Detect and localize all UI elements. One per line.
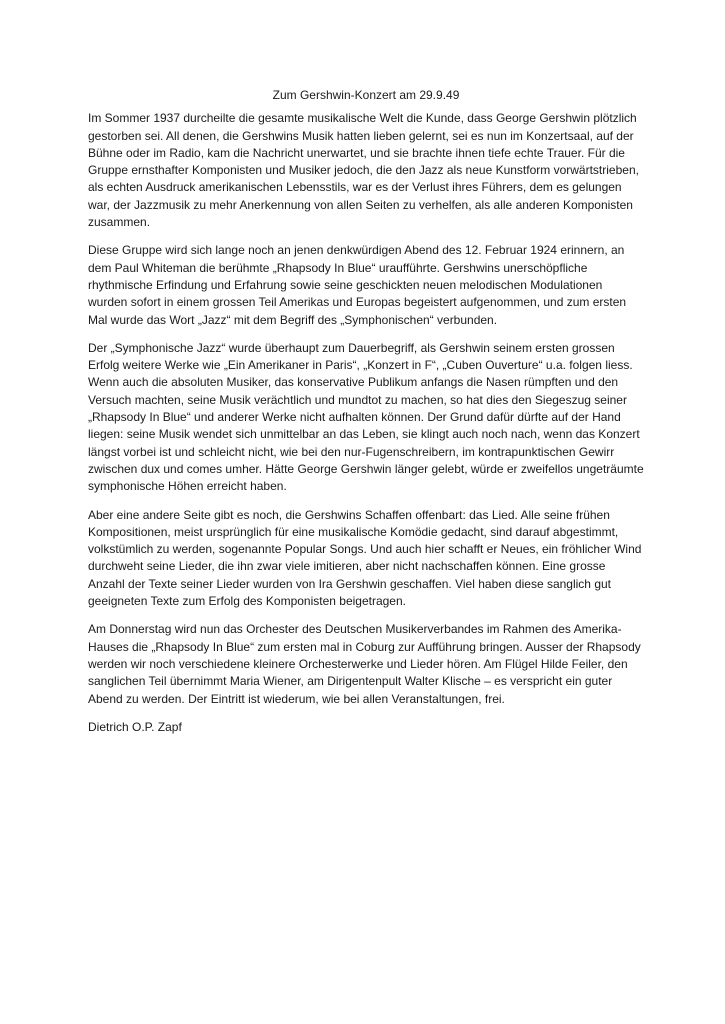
document-title: Zum Gershwin-Konzert am 29.9.49	[272, 88, 460, 102]
paragraph-4: Aber eine andere Seite gibt es noch, die Gershwins Schaffen offenbart: das Lied. Alle seine frühen Kompositionen, meist ursprünglich für eine musikalische Komödie gedacht, sind darauf abgestimmt, volkstümlich zu werden, sogenannte Popular Songs. Und auch hier schafft er Neues, ein fröhlicher Wind durchweht seine Lieder, die ihn zwar viele imitieren, aber nicht nachschaffen können. Eine grosse Anzahl der Texte seiner Lieder wurden von Ira Gershwin geschaffen. Viel haben diese sanglich gut geeigneten Texte zum Erfolg des Komponisten beigetragen.	[88, 507, 642, 609]
paragraph-2: Diese Gruppe wird sich lange noch an jenen denkwürdigen Abend des 12. Februar 1924 erinnern, an dem Paul Whiteman die berühmte „Rhapsody In Blue“ uraufführte. Gershwins unerschöpfliche rhythmische Erfindung und Erfahrung sowie seine geschickten neuen melodischen Modulationen wurden sofort in einem grossen Teil Amerikas und Europas begeistert aufgenommen, und zum ersten Mal wurde das Wort „Jazz“ mit dem Begriff des „Symphonischen“ verbunden.	[88, 243, 627, 327]
author-signature: Dietrich O.P. Zapf	[88, 719, 182, 734]
paragraph-5: Am Donnerstag wird nun das Orchester des Deutschen Musikerverbandes im Rahmen des Amerika-Hauses die „Rhapsody In Blue“ zum ersten mal in Coburg zur Aufführung bringen. Ausser der Rhapsody werden wir noch verschiedene kleinere Orchesterwerke und Lieder hören. Am Flügel Hilde Feiler, den sanglichen Teil übernimmt Maria Wiener, am Dirigentenpult Walter Klische – es verspricht ein guter Abend zu werden. Der Eintritt ist wiederum, wie bei allen Veranstaltungen, frei.	[88, 622, 641, 706]
paragraph-1: Im Sommer 1937 durcheilte die gesamte musikalische Welt die Kunde, dass George Gershwin plötzlich gestorben sei. All denen, die Gershwins Musik hatten lieben gelernt, sei es nun im Konzertsaal, auf der Bühne oder im Radio, kam die Nachricht unerwartet, und sie brachte ihnen tiefe echte Trauer. Für die Gruppe ernsthafter Komponisten und Musiker jedoch, die den Jazz als neue Kunstform vorwärtstrieben, als echten Ausdruck amerikanischen Lebensstils, war es der Verlust ihres Führers, dem es gelungen war, der Jazzmusik zu mehr Anerkennung von allen Seiten zu verhelfen, als alle anderen Komponisten zusammen.	[88, 111, 639, 230]
document-body	[88, 87, 644, 736]
paragraph-3: Der „Symphonische Jazz“ wurde überhaupt zum Dauerbegriff, als Gershwin seinem ersten grossen Erfolg weitere Werke wie „Ein Amerikaner in Paris“, „Konzert in F“, „Cuben Ouverture“ u.a. folgen liess. Wenn auch die absoluten Musiker, das konservative Publikum anfangs die Nasen rümpften und den Versuch machten, seine Musik verächtlich und mundtot zu machen, so hat dies den Siegeszug seiner „Rhapsody In Blue“ und anderer Werke nicht aufhalten können. Der Grund dafür dürfte auf der Hand liegen: seine Musik wendet sich unmittelbar an das Leben, sie klingt auch noch nach, wenn das Konzert längst vorbei ist und schleicht nicht, wie bei den nur-Fugenschreibern, im kontrapunktischen Gewirr zwischen dux und comes umher. Hätte George Gershwin länger gelebt, würde er zweifellos ungeträumte symphonische Höhen erreicht haben.	[88, 340, 644, 494]
